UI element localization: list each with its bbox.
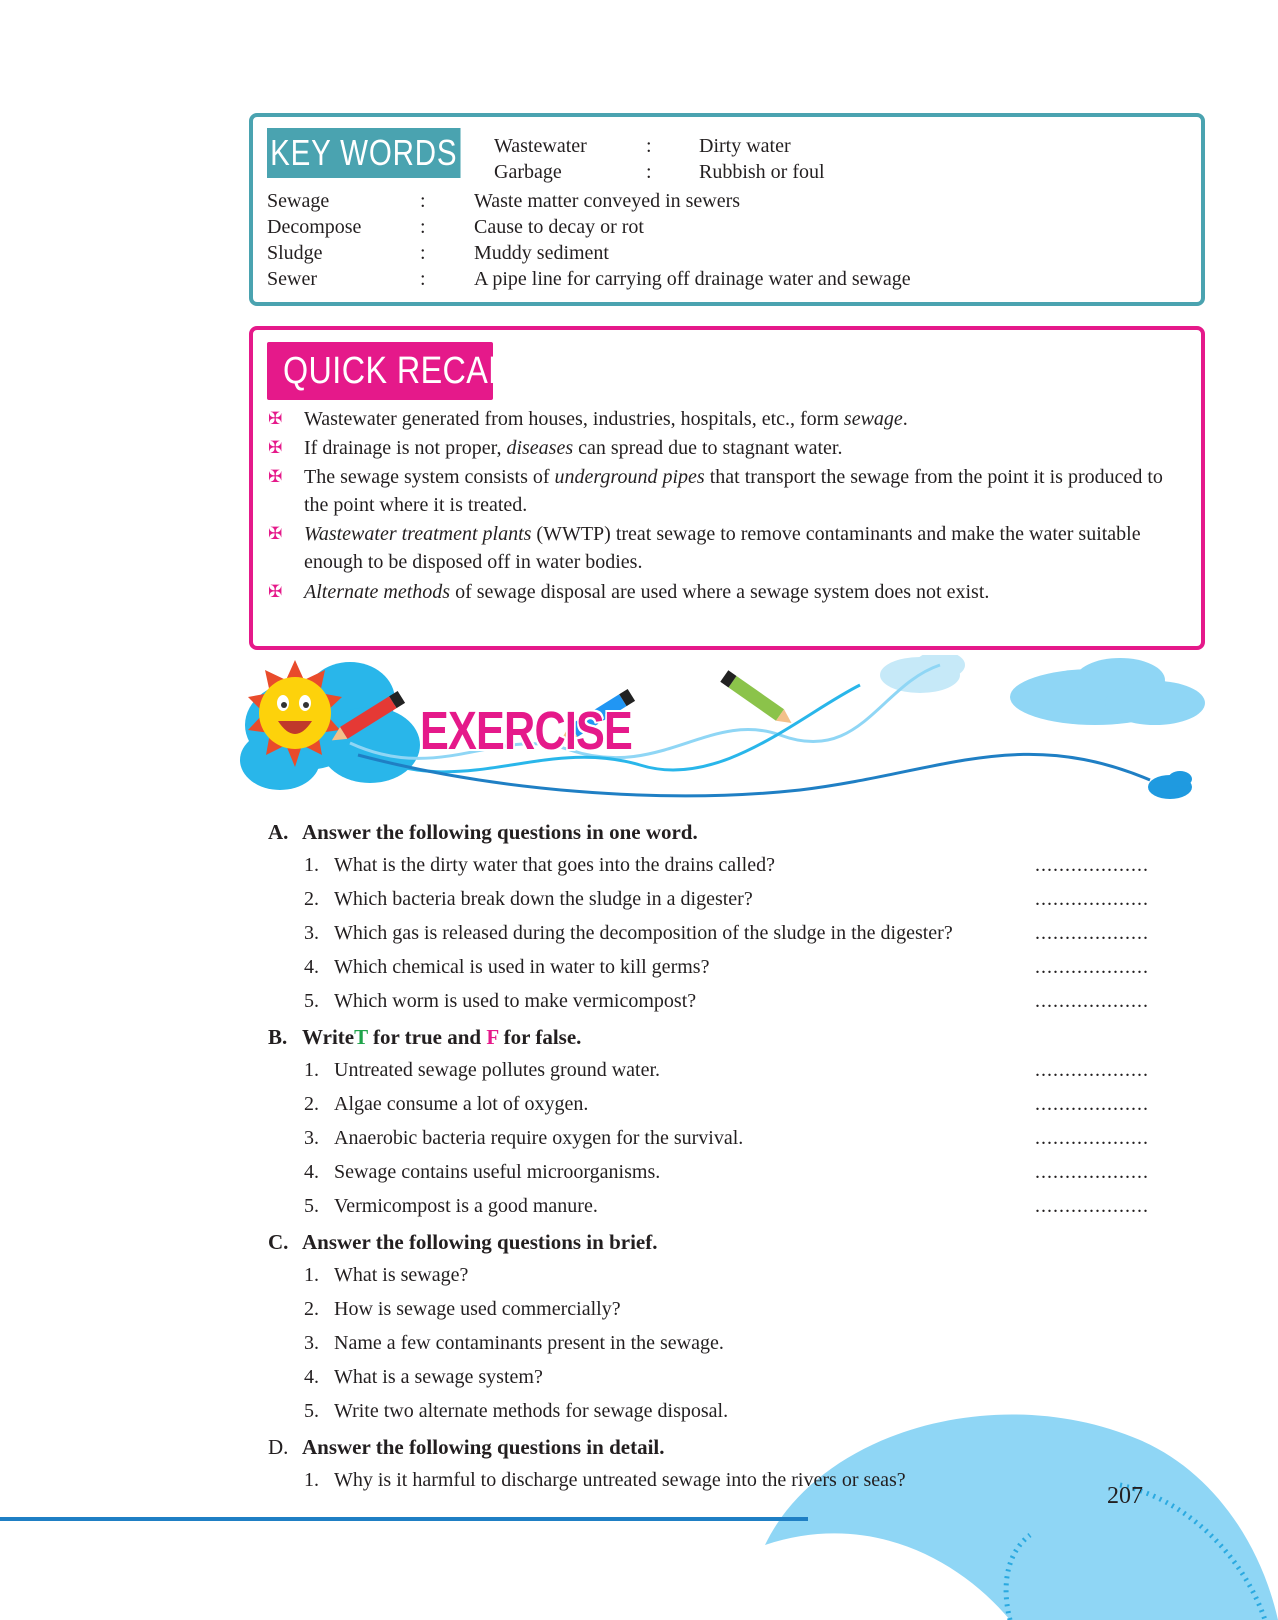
answer-blank[interactable]: ................... (1035, 922, 1149, 944)
answer-blank[interactable]: ................... (1035, 1195, 1149, 1217)
false-letter: F (486, 1025, 499, 1049)
green-pencil-icon (720, 670, 795, 729)
quick-recap-title-text: QUICK RECAP (283, 350, 511, 392)
key-word-definition: Cause to decay or rot (474, 216, 644, 238)
key-word-definition: A pipe line for carrying off drainage water and sewage (474, 268, 911, 290)
key-word-colon: : (420, 190, 426, 212)
section-heading-text: Answer the following questions in detail. (302, 1435, 665, 1459)
section-b-heading: B. WriteT for true and F for false. (268, 1025, 582, 1049)
key-word-term: Decompose (267, 216, 362, 238)
section-letter: C. (268, 1230, 289, 1254)
cross-bullet-icon: ✠ (268, 524, 283, 544)
right-cloud-icon (1010, 658, 1205, 725)
key-word-term: Sludge (267, 242, 323, 264)
section-letter: D. (268, 1435, 289, 1459)
key-word-definition: Rubbish or foul (699, 161, 825, 183)
question-item: 5. Write two alternate methods for sewage disposal. (304, 1400, 729, 1422)
footer-rule (0, 1517, 808, 1521)
key-word-colon: : (420, 216, 426, 238)
key-word-definition: Muddy sediment (474, 242, 609, 264)
question-item: 3. Name a few contaminants present in the sewage. (304, 1332, 724, 1354)
question-item: 1. What is sewage? (304, 1264, 469, 1286)
question-item: 5. Which worm is used to make vermicompost? (304, 990, 697, 1012)
question-item: 4. Sewage contains useful microorganisms. (304, 1161, 661, 1183)
recap-item-text: Wastewater generated from houses, industries, hospitals, etc., form sewage. (304, 408, 908, 430)
section-letter: B. (268, 1025, 288, 1049)
key-word-term: Wastewater (494, 135, 587, 157)
question-item: 1. Untreated sewage pollutes ground water. (304, 1059, 661, 1081)
answer-blank[interactable]: ................... (1035, 1093, 1149, 1115)
question-item: 2. Algae consume a lot of oxygen. (304, 1093, 589, 1115)
true-letter: T (354, 1025, 368, 1049)
recap-item-text: Alternate methods of sewage disposal are used where a sewage system does not exist. (304, 581, 990, 603)
answer-blank[interactable]: ................... (1035, 888, 1149, 910)
section-heading-text: Answer the following questions in one word. (302, 820, 698, 844)
key-word-term: Sewage (267, 190, 330, 212)
page-number: 207 (1107, 1483, 1143, 1509)
answer-blank[interactable]: ................... (1035, 854, 1149, 876)
key-word-colon: : (420, 242, 426, 264)
answer-blank[interactable]: ................... (1035, 1127, 1149, 1149)
section-a-heading (268, 820, 698, 845)
section-letter: A. (268, 820, 289, 844)
question-item: 2. How is sewage used commercially? (304, 1298, 621, 1320)
key-word-colon: : (646, 135, 652, 157)
key-word-term: Sewer (267, 268, 317, 290)
cross-bullet-icon: ✠ (268, 409, 283, 429)
answer-blank[interactable]: ................... (1035, 1059, 1149, 1081)
small-cloud-icon (1148, 771, 1192, 799)
cross-bullet-icon: ✠ (268, 438, 283, 458)
key-words-title: KEY WORDS (267, 128, 461, 178)
recap-item-text: Wastewater treatment plants (WWTP) treat sewage to remove contaminants and make the water suitable enough to be disposed off in water bodies. (304, 523, 1141, 573)
answer-blank[interactable]: ................... (1035, 956, 1149, 978)
question-item: 1. What is the dirty water that goes into the drains called? (304, 854, 775, 876)
answer-blank[interactable]: ................... (1035, 1161, 1149, 1183)
key-word-term: Garbage (494, 161, 562, 183)
section-d-heading (268, 1435, 665, 1460)
question-item: 3. Which gas is released during the decomposition of the sludge in the digester? (304, 922, 953, 944)
exercise-title: EXERCISE (420, 701, 633, 761)
question-item: 2. Which bacteria break down the sludge in a digester? (304, 888, 753, 910)
section-heading-text: Answer the following questions in brief. (302, 1230, 658, 1254)
quick-recap-title (267, 342, 511, 400)
section-c-heading (268, 1230, 657, 1255)
question-item: 1. Why is it harmful to discharge untreated sewage into the rivers or seas? (304, 1469, 906, 1491)
recap-item-text: The sewage system consists of underground pipes that transport the sewage from the point it is produced to the point where it is treated. (304, 466, 1163, 516)
cross-bullet-icon: ✠ (268, 582, 283, 602)
exercise-banner-illustration (240, 655, 1220, 815)
key-word-definition: Dirty water (699, 135, 791, 157)
question-item: 5. Vermicompost is a good manure. (304, 1195, 598, 1217)
question-item: 3. Anaerobic bacteria require oxygen for the survival. (304, 1127, 744, 1149)
recap-item-text: If drainage is not proper, diseases can spread due to stagnant water. (304, 437, 843, 459)
cross-bullet-icon: ✠ (268, 467, 283, 487)
key-word-colon: : (646, 161, 652, 183)
key-word-definition: Waste matter conveyed in sewers (474, 190, 741, 212)
question-item: 4. What is a sewage system? (304, 1366, 543, 1388)
key-word-colon: : (420, 268, 426, 290)
question-item: 4. Which chemical is used in water to kill germs? (304, 956, 710, 978)
answer-blank[interactable]: ................... (1035, 990, 1149, 1012)
